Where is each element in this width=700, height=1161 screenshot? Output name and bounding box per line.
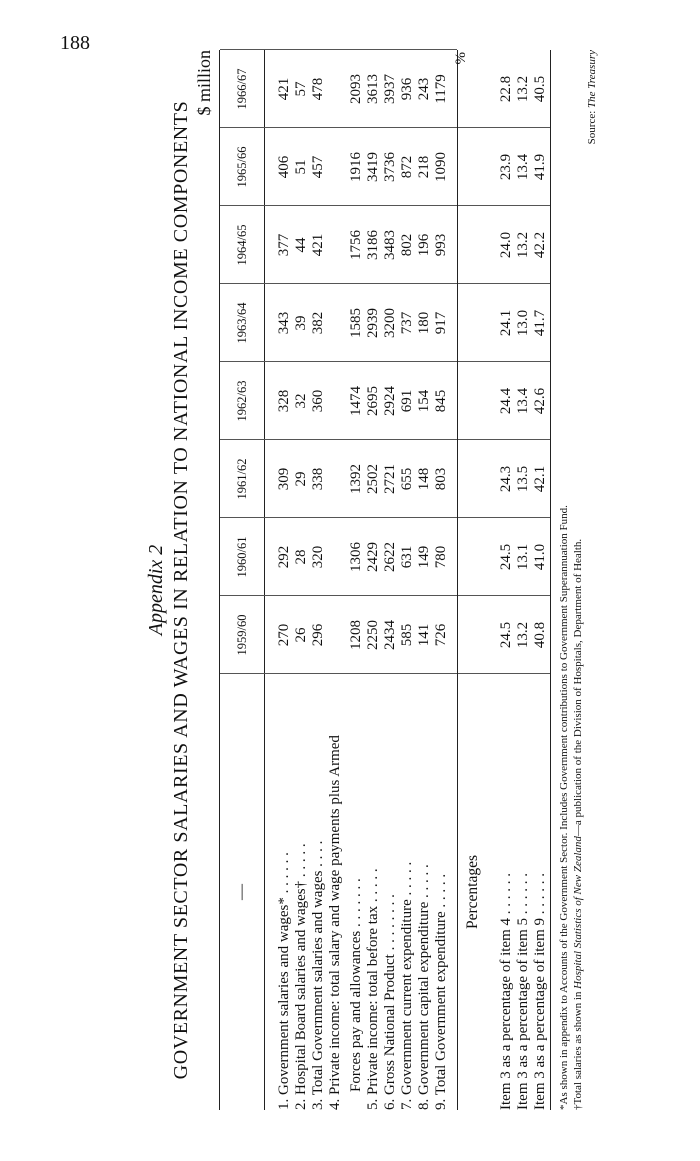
- data-row-cell: 3736: [382, 152, 398, 182]
- data-row-cell: 309: [276, 467, 292, 491]
- data-row-cell: 51: [293, 159, 309, 175]
- percent-row-label: Item 3 as a percentage of item 9 . . . . . .: [532, 873, 548, 1110]
- data-row-cell: 218: [416, 155, 432, 179]
- data-row-cell: 936: [399, 77, 415, 101]
- percent-row-cell: 23.9: [498, 153, 514, 181]
- data-row-label: 3. Total Government salaries and wages . . . .: [310, 840, 326, 1110]
- data-row-cell: 2695: [365, 386, 381, 416]
- data-row-cell: 780: [433, 545, 449, 569]
- year-header: 1962/63: [235, 380, 249, 422]
- percent-row-cell: 40.8: [532, 621, 548, 649]
- percent-row-cell: 24.4: [498, 387, 514, 415]
- data-row-cell: 3937: [382, 74, 398, 104]
- source-name: The Treasury: [586, 50, 598, 108]
- data-row-cell: 1179: [433, 74, 449, 104]
- data-row-cell: 338: [310, 467, 326, 491]
- data-row-cell: 406: [276, 155, 292, 179]
- data-row-cell: 737: [399, 311, 415, 335]
- data-row-cell: 196: [416, 233, 432, 257]
- data-row-cell: 26: [293, 627, 309, 643]
- data-row-cell: 3483: [382, 230, 398, 260]
- data-row-cell: 3186: [365, 230, 381, 260]
- data-row-cell: 803: [433, 467, 449, 491]
- data-row-cell: 343: [276, 311, 292, 335]
- year-header: 1963/64: [235, 302, 249, 344]
- data-row-label: 8. Government capital expenditure . . . . .: [416, 864, 432, 1110]
- percent-row-cell: 13.4: [515, 387, 531, 415]
- data-row-cell: 726: [433, 623, 449, 647]
- percent-row-cell: 42.1: [532, 465, 548, 493]
- data-row-cell: 421: [276, 77, 292, 101]
- percent-row-cell: 13.2: [515, 621, 531, 649]
- data-row-cell: 2434: [382, 620, 398, 650]
- data-row-cell: 243: [416, 77, 432, 101]
- percent-row-cell: 13.0: [515, 309, 531, 337]
- year-header: 1966/67: [235, 68, 249, 110]
- data-row-cell: 57: [293, 81, 309, 97]
- percent-row-cell: 24.5: [498, 543, 514, 571]
- data-row-label: 9. Total Government expenditure . . . . .: [433, 873, 449, 1110]
- data-row-label: 1. Government salaries and wages* . . . . . .: [276, 852, 292, 1110]
- data-row-cell: 993: [433, 233, 449, 257]
- data-row-cell: 360: [310, 389, 326, 413]
- data-row-cell: 631: [399, 545, 415, 569]
- percent-sign: [454, 52, 469, 65]
- data-row-cell: 2939: [365, 308, 381, 338]
- data-row-cell: 585: [399, 623, 415, 647]
- footnote-2-title: Hospital Statistics of New Zealand: [572, 836, 584, 989]
- data-row-cell: 296: [310, 623, 326, 647]
- data-row-cell: 478: [310, 77, 326, 101]
- data-row-cell: 180: [416, 311, 432, 335]
- data-row-label: Forces pay and allowances . . . . . . .: [348, 878, 364, 1092]
- data-row-cell: 2093: [348, 74, 364, 104]
- data-row-cell: 382: [310, 311, 326, 335]
- source-prefix: Source:: [586, 107, 598, 145]
- footnote-2-prefix: †Total salaries as shown in: [572, 988, 584, 1110]
- data-row-cell: 1585: [348, 308, 364, 338]
- percent-row-cell: 22.8: [498, 75, 514, 103]
- percent-row-cell: 24.1: [498, 309, 514, 337]
- data-row-cell: 3613: [365, 74, 381, 104]
- data-row-cell: 39: [293, 315, 309, 331]
- data-row-cell: 320: [310, 545, 326, 569]
- data-row-cell: 3200: [382, 308, 398, 338]
- data-row-cell: 872: [399, 155, 415, 179]
- data-row-cell: 44: [293, 237, 309, 253]
- data-row-cell: 29: [293, 471, 309, 487]
- percent-row-cell: 40.5: [532, 75, 548, 103]
- percent-row-cell: 24.0: [498, 231, 514, 259]
- stub-header: —: [233, 884, 250, 900]
- data-row-label: 7. Government current expenditure . . . . .: [399, 861, 415, 1110]
- data-row-cell: 2622: [382, 542, 398, 572]
- data-row-cell: 2502: [365, 464, 381, 494]
- percent-row-cell: 24.5: [498, 621, 514, 649]
- percent-row-cell: 24.3: [498, 465, 514, 493]
- data-row-cell: 154: [416, 389, 432, 413]
- data-row-cell: 377: [276, 233, 292, 257]
- mid-rule: [457, 50, 458, 1110]
- year-header: 1965/66: [235, 146, 249, 188]
- percent-sign-text: %: [453, 52, 469, 65]
- percent-row-cell: 13.5: [515, 465, 531, 493]
- year-header: 1959/60: [235, 614, 249, 656]
- data-row-cell: 655: [399, 467, 415, 491]
- data-row-label: 6. Gross National Product . . . . . . . .: [382, 894, 398, 1110]
- rotated-table-page: [100, 50, 600, 1130]
- year-header: 1964/65: [235, 224, 249, 266]
- data-row-cell: 421: [310, 233, 326, 257]
- percent-row-cell: 13.2: [515, 75, 531, 103]
- data-row-cell: 1090: [433, 152, 449, 182]
- data-row-cell: 1916: [348, 152, 364, 182]
- data-row-cell: 917: [433, 311, 449, 335]
- percent-row-cell: 41.9: [532, 153, 548, 181]
- table-title: GOVERNMENT SECTOR SALARIES AND WAGES IN RELATION TO NATIONAL INCOME COMPONENTS: [170, 100, 192, 1080]
- unit-label: $ million: [194, 50, 214, 116]
- data-row-cell: 1392: [348, 464, 364, 494]
- year-header: 1960/61: [235, 536, 249, 578]
- data-row-cell: 2250: [365, 620, 381, 650]
- data-row-cell: 2429: [365, 542, 381, 572]
- data-row-label: 4. Private income: total salary and wage payments plus Armed: [327, 735, 343, 1110]
- data-row-cell: 1208: [348, 620, 364, 650]
- data-row-cell: 32: [293, 393, 309, 409]
- footnote-2-suffix: —a publication of the Division of Hospitals, Department of Health.: [572, 538, 584, 837]
- source-line: [586, 50, 598, 144]
- data-row-label: 2. Hospital Board salaries and wages† . . . . .: [293, 843, 309, 1110]
- data-row-cell: 457: [310, 155, 326, 179]
- percent-row-cell: 42.2: [532, 231, 548, 259]
- data-row-cell: 1756: [348, 230, 364, 260]
- percentages-title: Percentages: [464, 854, 481, 930]
- footnote-1: *As shown in appendix to Accounts of the Government Sector. Includes Government contributions to Government Superannuation Fund.: [558, 505, 570, 1110]
- data-row-cell: 3419: [365, 152, 381, 182]
- bottom-rule: [550, 50, 551, 1110]
- data-row-cell: 28: [293, 549, 309, 565]
- percent-row-label: Item 3 as a percentage of item 5 . . . . . .: [515, 873, 531, 1110]
- data-row-cell: 148: [416, 467, 432, 491]
- data-row-label: 5. Private income: total before tax . . . . .: [365, 868, 381, 1110]
- percent-row-cell: 41.7: [532, 309, 548, 337]
- year-header: 1961/62: [235, 458, 249, 500]
- footnote-2: [572, 539, 584, 1110]
- appendix-label: Appendix 2: [145, 544, 167, 636]
- data-row-cell: 802: [399, 233, 415, 257]
- data-row-cell: 845: [433, 389, 449, 413]
- percent-row-cell: 41.0: [532, 543, 548, 571]
- data-row-cell: 141: [416, 623, 432, 647]
- header-rule: [264, 50, 265, 1110]
- data-row-cell: 270: [276, 623, 292, 647]
- percent-row-cell: 13.2: [515, 231, 531, 259]
- data-row-cell: 691: [399, 389, 415, 413]
- percent-row-cell: 13.1: [515, 543, 531, 571]
- percent-row-cell: 42.6: [532, 387, 548, 415]
- data-row-cell: 149: [416, 545, 432, 569]
- data-row-cell: 2924: [382, 386, 398, 416]
- data-row-cell: 1306: [348, 542, 364, 572]
- page-number: 188: [60, 32, 90, 54]
- percent-row-label: Item 3 as a percentage of item 4 . . . . . .: [498, 873, 514, 1110]
- data-row-cell: 328: [276, 389, 292, 413]
- data-row-cell: 292: [276, 545, 292, 569]
- percent-row-cell: 13.4: [515, 153, 531, 181]
- data-row-cell: 2721: [382, 464, 398, 494]
- data-row-cell: 1474: [348, 386, 364, 416]
